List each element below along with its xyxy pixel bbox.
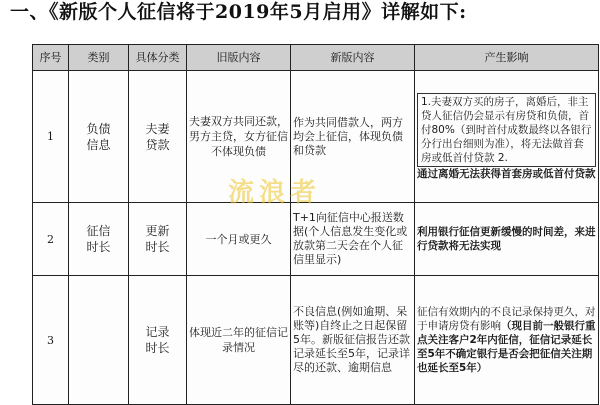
- header-cell: 序号: [33, 45, 69, 71]
- subcategory-text: 夫妻贷款: [145, 121, 170, 152]
- page-heading: 一、《新版个人征信将于2019年5月启用》详解如下:: [10, 1, 467, 23]
- old-content-cell: 体现近二年的征信记录情况: [187, 276, 291, 405]
- credit-comparison-table: [32, 44, 599, 405]
- header-cell: 类别: [69, 45, 129, 71]
- table-row: [33, 71, 599, 203]
- effect-text: 征信有效期内的不良记录保持更久，对于申请房贷有影响: [417, 306, 596, 332]
- effect-cell: [415, 71, 599, 203]
- watermark-text: 流浪者: [228, 178, 322, 208]
- category-text: 征信时长: [86, 224, 111, 254]
- effect-bold-text: 通过离婚无法获得首套房或低首付贷款: [417, 167, 596, 180]
- effect-box: [417, 93, 596, 167]
- header-cell: 旧版内容: [187, 45, 291, 71]
- category-text: 负债信息: [86, 121, 111, 152]
- subcategory-cell: [129, 203, 187, 276]
- header-cell: 具体分类: [129, 45, 187, 71]
- effect-cell: [415, 203, 599, 276]
- table-header-row: [33, 45, 599, 71]
- header-cell: 产生影响: [415, 45, 599, 71]
- new-content-cell: 作为共同借款人，两方均会上征信，体现负债和贷款: [291, 71, 415, 203]
- row-number: 3: [33, 276, 69, 405]
- old-content-cell: 一个月或更久: [187, 203, 291, 276]
- row-number: 2: [33, 203, 69, 276]
- effect-bold-text: 利用银行征信更新缓慢的时间差，来进行贷款将无法实现: [417, 226, 596, 252]
- category-cell: [69, 71, 129, 203]
- category-cell: [69, 276, 129, 405]
- subcategory-cell: [129, 71, 187, 203]
- effect-text: 1.夫妻双方买的房子，离婚后，非主贷人征信仍会显示有房贷和负债，首付80%（到时首付成数最终以各银行分行出台细则为准），将无法做首套房或低首付贷款 2.: [421, 95, 592, 164]
- new-content-cell: 不良信息(例如逾期、呆账等)自终止之日起保留5年。新版征信报告还款记录延长至5年，记录详尽的还款、逾期信息: [291, 276, 415, 405]
- category-cell: [69, 203, 129, 276]
- header-cell: 新版内容: [291, 45, 415, 71]
- table-row: [33, 276, 599, 405]
- row-number: 1: [33, 71, 69, 203]
- effect-cell: [415, 276, 599, 405]
- subcategory-text: 记录时长: [145, 325, 170, 355]
- old-content-cell: 夫妻双方共同还款，男方主贷，女方征信不体现负债: [187, 71, 291, 203]
- new-content-cell: T+1向征信中心报送数据(个人信息发生变化或放款第二天会在个人征信里显示): [291, 203, 415, 276]
- effect-bold-text: （现目前一般银行重点关注客户2年内征信，征信记录延长至5年不确定银行是否会把征信关注期也延长至5年）: [417, 320, 596, 374]
- table-row: [33, 203, 599, 276]
- subcategory-text: 更新时长: [145, 224, 170, 254]
- subcategory-cell: [129, 276, 187, 405]
